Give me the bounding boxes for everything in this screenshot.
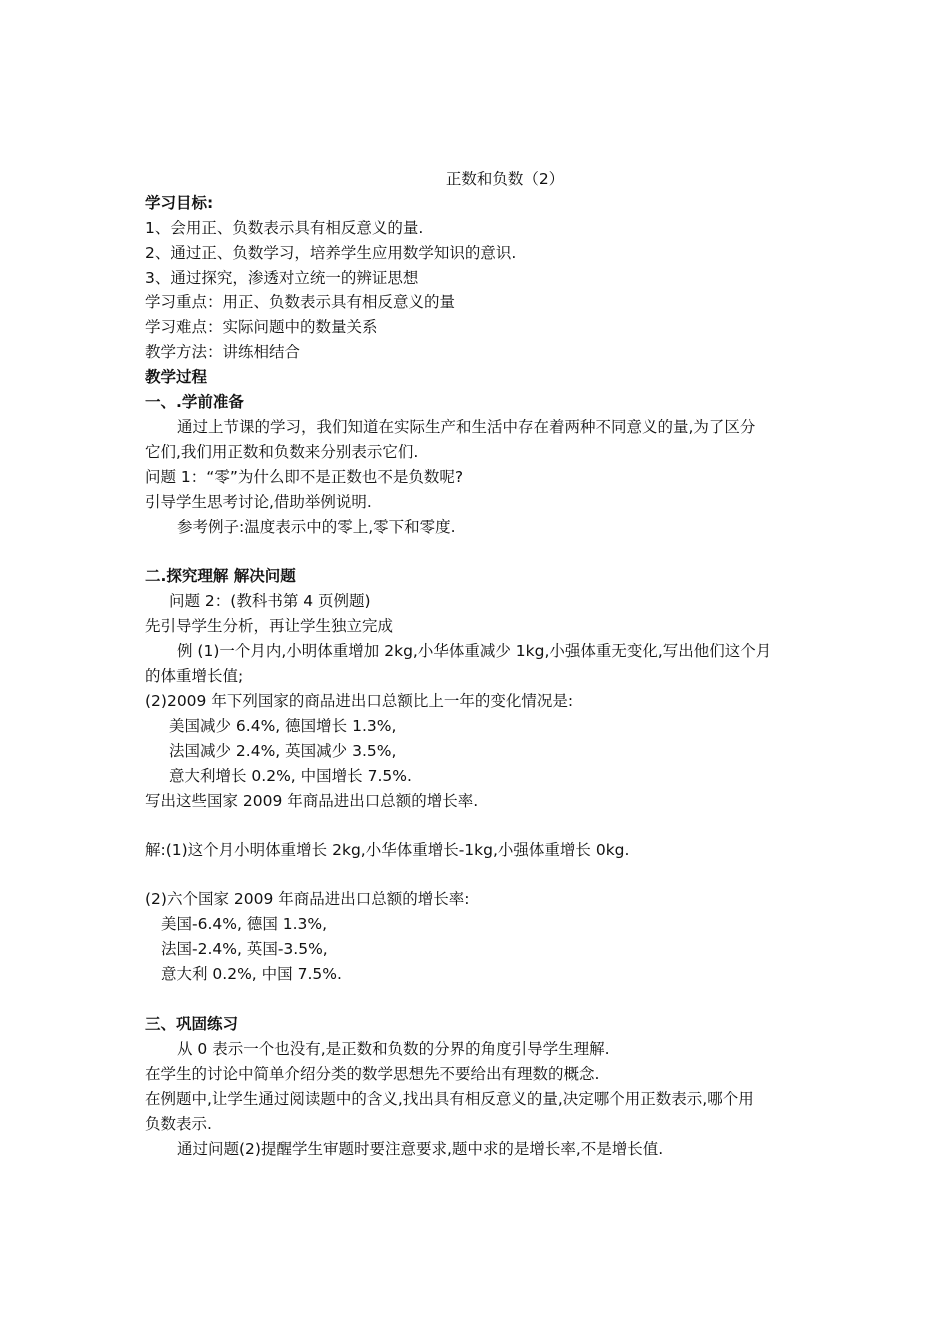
process-heading: 教学过程 [145, 368, 208, 386]
section3-line4: 负数表示. [145, 1115, 212, 1133]
section3-line2: 在学生的讨论中简单介绍分类的数学思想先不要给出有理数的概念. [145, 1065, 600, 1083]
country-change: 法国减少 2.4%, 英国减少 3.5%, [169, 742, 397, 760]
objective-item: 1、会用正、负数表示具有相反意义的量. [145, 219, 424, 237]
example-task: 写出这些国家 2009 年商品进出口总额的增长率. [145, 792, 479, 810]
objectives-heading: 学习目标: [145, 194, 214, 212]
question1: 问题 1：“零”为什么即不是正数也不是负数呢? [145, 468, 464, 486]
section2-guide: 先引导学生分析，再让学生独立完成 [145, 617, 394, 635]
section1-paragraph-line2: 它们,我们用正数和负数来分别表示它们. [145, 443, 419, 461]
section3-line5: 通过问题(2)提醒学生审题时要注意要求,题中求的是增长率,不是增长值. [177, 1140, 664, 1158]
difficulty: 学习难点：实际问题中的数量关系 [145, 318, 378, 336]
example-part2-intro: (2)2009 年下列国家的商品进出口总额比上一年的变化情况是: [145, 692, 574, 710]
key-point: 学习重点：用正、负数表示具有相反意义的量 [145, 293, 456, 311]
section2-heading: 二.探究理解 解决问题 [145, 567, 296, 585]
page-title [0, 168, 950, 190]
country-rate: 意大利 0.2%, 中国 7.5%. [161, 965, 342, 983]
country-change: 意大利增长 0.2%, 中国增长 7.5%. [169, 767, 412, 785]
section1-reference: 参考例子:温度表示中的零上,零下和零度. [177, 518, 456, 536]
solution-part1: 解:(1)这个月小明体重增长 2kg,小华体重增长-1kg,小强体重增长 0kg. [145, 841, 630, 859]
solution-part2-intro: (2)六个国家 2009 年商品进出口总额的增长率: [145, 890, 470, 908]
country-rate: 美国-6.4%, 德国 1.3%, [161, 915, 328, 933]
section3-line1: 从 0 表示一个也没有,是正数和负数的分界的角度引导学生理解. [177, 1040, 610, 1058]
country-rate: 法国-2.4%, 英国-3.5%, [161, 940, 328, 958]
country-change: 美国减少 6.4%, 德国增长 1.3%, [169, 717, 397, 735]
section1-guide: 引导学生思考讨论,借助举例说明. [145, 493, 372, 511]
objective-item: 2、通过正、负数学习，培养学生应用数学知识的意识. [145, 244, 517, 262]
section1-heading: 一、.学前准备 [145, 393, 244, 411]
example-line1: 例 (1)一个月内,小明体重增加 2kg,小华体重减少 1kg,小强体重无变化,写出他们这个月 [177, 642, 772, 660]
question2: 问题 2：(教科书第 4 页例题) [169, 592, 371, 610]
section3-heading: 三、巩固练习 [145, 1015, 239, 1033]
section1-paragraph-line1: 通过上节课的学习，我们知道在实际生产和生活中存在着两种不同意义的量,为了区分 [177, 418, 756, 436]
section3-line3: 在例题中,让学生通过阅读题中的含义,找出具有相反意义的量,决定哪个用正数表示,哪个用 [145, 1090, 754, 1108]
page-title-text: 正数和负数（2） [445, 170, 565, 188]
objective-item: 3、通过探究，渗透对立统一的辨证思想 [145, 269, 419, 287]
teaching-method: 教学方法：讲练相结合 [145, 343, 301, 361]
example-line2: 的体重增长值; [145, 667, 244, 685]
